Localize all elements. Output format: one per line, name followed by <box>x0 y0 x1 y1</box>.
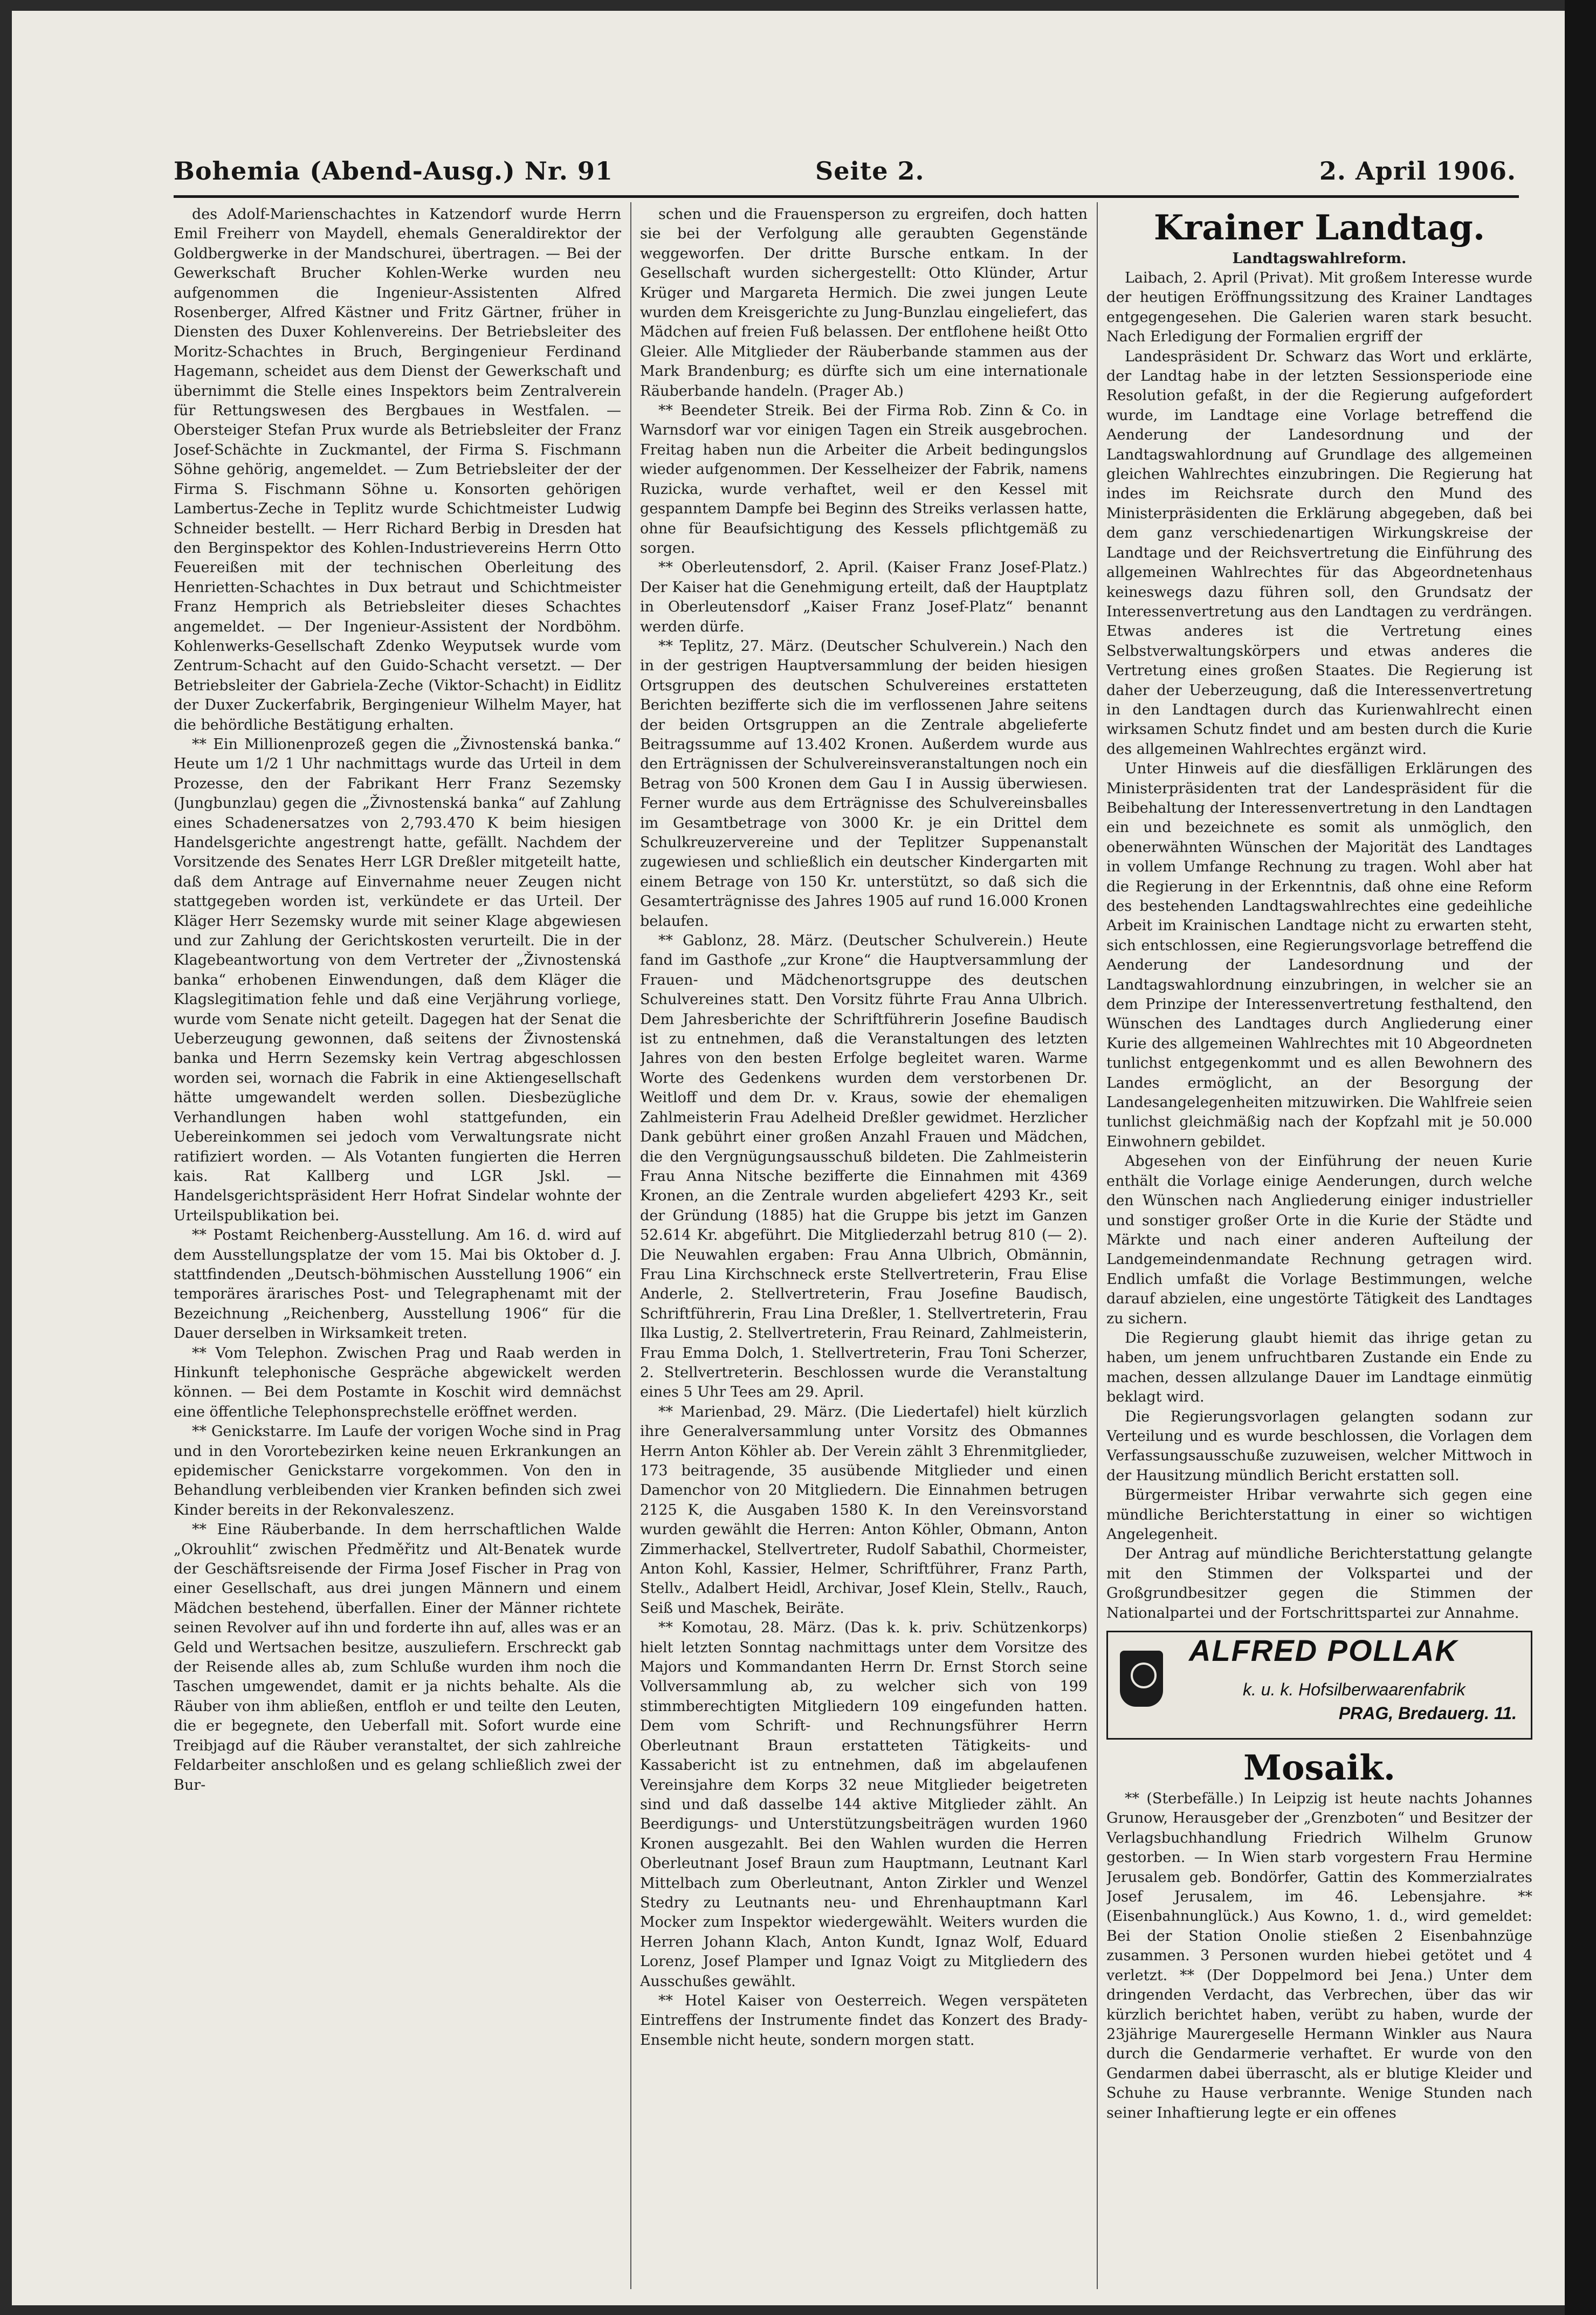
article-paragraph: ** Ein Millionenprozeß gegen die „Živnostenská banka.“ Heute um 1/2 1 Uhr nachmittags wurde das Urteil in dem Prozesse, den der Fabrikant Herr Franz Sezemsky (Jungbunzlau) gegen die „Živnostenská banka“ auf Zahlung eines Schadenersatzes von 2,793.470 K beim hiesigen Handelsgerichte angestrengt hatte, gefällt. Nachdem der Vorsitzende des Senates Herr LGR Dreßler mitgeteilt hatte, daß dem Antrage auf Einvernahme neuer Zeugen nicht stattgegeben worden ist, verkündete er das Urteil. Der Kläger Herr Sezemsky wurde mit seiner Klage abgewiesen und zur Zahlung der Gerichtskosten verurteilt. Die in der Klagebeantwortung von dem Vertreter der „Živnostenská banka“ erhobenen Einwendungen, daß dem Kläger die Klagslegitimation fehle und daß eine Verjährung vorliege, wurde vom Senate nicht geteilt. Dagegen hat der Senat die Ueberzeugung gewonnen, daß seitens der Živnostenská banka und Herrn Sezemsky kein Vertrag abgeschlossen worden sei, wornach die Fabrik in eine Aktiengesellschaft hätte umgewandelt werden sollen. Diesbezügliche Verhandlungen haben wohl stattgefunden, ein Uebereinkommen sei jedoch vom Verwaltungsrate nicht ratifiziert worden. — Als Votanten fungierten die Herren kais. Rat Kallberg und LGR Jskl. — Handelsgerichtspräsident Herr Hofrat Sindelar wohnte der Urteilspublikation bei. <box>174 736 621 1224</box>
article-paragraph: ** Eine Räuberbande. In dem herrschaftlichen Walde „Okrouhlit“ zwischen Předměřitz und Alt-Benatek wurde der Geschäftsreisende der Firma Josef Fischer in Prag von einer Gesellschaft, aus drei jungen Männern und einem Mädchen bestehend, überfallen. Einer der Männer richtete seinen Revolver auf ihn und forderte ihn auf, alles was er an Geld und Wertsachen besitze, auszuliefern. Erschreckt gab der Reisende alles ab, zum Schluße wurden ihm noch die Taschen umgewendet, damit er ja nichts behalte. Als die Räuber von ihm abließen, entfloh er und teilte den Leuten, die er begegnete, den Ueberfall mit. Sofort wurde eine Treibjagd auf die Räuber veranstaltet, der sich zahlreiche Feldarbeiter anschloßen und es gelang schließlich zwei der Bur- <box>174 1521 621 1794</box>
article-paragraph: Bürgermeister Hribar verwahrte sich gegen eine mündliche Berichterstattung in einer so wichtigen Angelegenheit. <box>1106 1487 1532 1543</box>
article-paragraph: ** Teplitz, 27. März. (Deutscher Schulverein.) Nach den in der gestrigen Hauptversammlung der beiden hiesigen Ortsgruppen des deutschen Schulvereines erstatteten Berichten bezifferte sich die im verflossenen Jahre seitens der beiden Ortsgruppen an die Zentrale abgelieferte Beitragssumme auf 13.402 Kronen. Außerdem wurde aus den Erträgnissen der Schulvereinsveranstaltungen noch ein Betrag von 500 Kronen dem Gau I in Aussig überwiesen. Ferner wurde aus dem Erträgnisse des Schulvereinsballes im Gesamtbetrage von 3000 Kr. je ein Drittel dem Schulkreuzervereine und der Teplitzer Suppenanstalt zugewiesen und schließlich ein deutscher Kindergarten mit einem Betrage von 150 Kr. unterstützt, so daß sich die Gesamterträgnisse des Jahres 1905 auf rund 16.000 Kronen belaufen. <box>640 637 1088 930</box>
article-paragraph: ** Genickstarre. Im Laufe der vorigen Woche sind in Prag und in den Vorortebezirken keine neuen Erkrankungen an epidemischer Genickstarre vorgekommen. Von den in Behandlung verbleibenden vier Kranken befinden sich zwei Kinder bereits in der Rekonvaleszenz. <box>174 1423 621 1519</box>
issue-date: 2. April 1906. <box>1319 156 1516 186</box>
article-paragraph: Landespräsident Dr. Schwarz das Wort und erklärte, der Landtag habe in der letzten Sessionsperiode eine Resolution gefaßt, in der die Regierung aufgefordert wurde, im Landtage eine Vorlage betreffend die Aenderung der Landesordnung und der Landtagswahlordnung auf Grundlage des allgemeinen gleichen Wahlrechtes einzubringen. Die Regierung hat indes im Reichsrate durch den Mund des Ministerpräsidenten die Erklärung abgegeben, daß bei dem ganz verschiedenartigen Wirkungskreise der Landtage und der Reichsvertretung die Einführung des allgemeinen Wahlrechtes für das Abgeordnetenhaus keineswegs dazu führen soll, den Grundsatz der Interessenvertretung aus den Landtagen zu verdrängen. Etwas anderes ist die Vertretung eines Selbstverwaltungskörpers und etwas anderes die Vertretung eines großen Staates. Die Regierung ist daher der Ueberzeugung, daß die Interessenvertretung in den Landtagen durch das Kurienwahlrecht einen wirksamen Schutz findet und am besten durch die Kurie des allgemeinen Wahlrechtes ergänzt wird. <box>1106 348 1532 758</box>
article-paragraph: ** Postamt Reichenberg-Ausstellung. Am 16. d. wird auf dem Ausstellungsplatze der vom 15. Mai bis Oktober d. J. stattfindenden „Deutsch-böhmischen Ausstellung 1906“ ein temporäres ärarisches Post- und Telegraphenamt mit der Bezeichnung „Reichenberg, Ausstellung 1906“ für die Dauer derselben in Wirksamkeit treten. <box>174 1227 621 1342</box>
article-paragraph: ** (Sterbefälle.) In Leipzig ist heute nachts Johannes Grunow, Herausgeber der „Grenzboten“ und Besitzer der Verlagsbuchhandlung Friedrich Wilhelm Grunow gestorben. — In Wien starb vorgestern Frau Hermine Jerusalem geb. Bondörfer, Gattin des Kommerzialrates Josef Jerusalem, im 46. Lebensjahre. ** (Eisenbahnunglück.) Aus Kowno, 1. d., wird gemeldet: Bei der Station Onolie stießen 2 Eisenbahnzüge zusammen. 3 Personen wurden hiebei getötet und 4 verletzt. ** (Der Doppelmord bei Jena.) Unter dem dringenden Verdacht, das Verbrechen, über das wir kürzlich berichtet haben, verübt zu haben, wurde der 23jährige Maurergeselle Hermann Winkler aus Naura durch die Gendarmerie verhaftet. Er wurde von den Gendarmen dabei überrascht, als er blutige Kleider und Schuhe zu Hause verbrannte. Wenige Stunden nach seiner Inhaftierung legte er ein offenes <box>1106 1790 1532 2121</box>
article-paragraph: Unter Hinweis auf die diesfälligen Erklärungen des Ministerpräsidenten trat der Landespräsident für die Beibehaltung der Interessenvertretung in den Landtagen ein und bezeichnete es somit als unmöglich, den obenerwähnten Wünschen der Majorität des Landtages in vollem Umfange Rechnung zu tragen. Wohl aber hat die Regierung in der Erkenntnis, daß ohne eine Reform des bestehenden Landtagswahlrechtes eine gedeihliche Arbeit im Krainischen Landtage nicht zu erwarten steht, sich entschlossen, eine Regierungsvorlage betreffend die Aenderung der Landesordnung und der Landtagswahlordnung einzubringen, in welcher sie an dem Prinzipe der Interessenvertretung festhaltend, den Wünschen des Landtages durch Angliederung einer Kurie des allgemeinen Wahlrechtes mit 10 Abgeordneten tunlichst entgegenkommt und es allen Bewohnern des Landes ermöglicht, an der Besorgung der Landesangelegenheiten mitzuwirken. Die Wahlfreie seien tunlichst gleichmäßig nach der Kopfzahl mit je 50.000 Einwohnern gebildet. <box>1106 760 1532 1150</box>
article-paragraph: des Adolf-Marienschachtes in Katzendorf wurde Herrn Emil Freiherr von Maydell, ehemals Generaldirektor der Goldbergwerke in der Mandschurei, übertragen. — Bei der Gewerkschaft Brucher Kohlen-Werke wurden neu aufgenommen die Ingenieur-Assistenten Alfred Rosenberger, Alfred Kästner und Fritz Gärtner, früher in Diensten des Duxer Kohlenvereins. Der Betriebsleiter des Moritz-Schachtes in Bruch, Bergingenieur Ferdinand Hagemann, scheidet aus dem Dienst der Gewerkschaft und übernimmt die Stelle eines Inspektors beim Zentralverein für Rettungswesen des Bergbaues in Westfalen. — Obersteiger Stefan Prux wurde als Betriebsleiter der Franz Josef-Schächte in Zuckmantel, der Firma S. Fischmann Söhne gehörig, angemeldet. — Zum Betriebsleiter der der Firma S. Fischmann Söhne u. Konsorten gehörigen Lambertus-Zeche in Teplitz wurde Schichtmeister Ludwig Schneider bestellt. — Herr Richard Berbig in Dresden hat den Berginspektor des Kohlen-Industrievereins Herrn Otto Feuereißen mit der technischen Oberleitung des Henrietten-Schachtes in Dux betraut und Schichtmeister Franz Hemprich als Betriebsleiter dieses Schachtes angemeldet. — Der Ingenieur-Assistent der Nordböhm. Kohlenwerks-Gesellschaft Zdenko Weyputsek wurde vom Zentrum-Schacht auf den Guido-Schacht versetzt. — Der Betriebsleiter der Gabriela-Zeche (Viktor-Schacht) in Eidlitz der Duxer Zuckerfabrik, Bergingenieur Wilhelm Mayer, hat die behördliche Bestätigung erhalten. <box>174 206 621 733</box>
section-title-mosaik: Mosaik. <box>1243 1748 1395 1789</box>
article-paragraph: ** Oberleutensdorf, 2. April. (Kaiser Franz Josef-Platz.) Der Kaiser hat die Genehmigung erteilt, daß der Hauptplatz in Oberleutensdorf „Kaiser Franz Josef-Platz“ benannt werden dürfe. <box>640 559 1088 635</box>
advertiser-name: ALFRED POLLAK <box>1189 1633 1458 1668</box>
advertisement-box <box>1106 1631 1532 1740</box>
article-paragraph: Abgesehen von der Einführung der neuen Kurie enthält die Vorlage einige Aenderungen, durch welche den Wünschen nach Angliederung einiger industrieller und sonstiger großer Orte in die Kurie der Städte und Märkte und nach einer anderen Aufteilung der Landgemeindenmandate Rechnung getragen wird. Endlich umfaßt die Vorlage Bestimmungen, welche darauf abzielen, eine ungestörte Tätigkeit des Landtages zu sichern. <box>1106 1153 1532 1327</box>
advertiser-address: PRAG, Bredauerg. 11. <box>1338 1703 1517 1723</box>
article-paragraph: ** Hotel Kaiser von Oesterreich. Wegen verspäteten Eintreffens der Instrumente findet das Konzert des Brady-Ensemble nicht heute, sondern morgen statt. <box>640 1992 1088 2049</box>
column-2 <box>640 205 1088 2286</box>
article-paragraph: Laibach, 2. April (Privat). Mit großem Interesse wurde der heutigen Eröffnungssitzung des Krainer Landtages entgegengesehen. Die Galerien waren stark besucht. Nach Erledigung der Formalien ergriff der <box>1106 270 1532 346</box>
section-subtitle: Landtagswahlreform. <box>1232 250 1407 267</box>
section-title: Krainer Landtag. <box>1153 208 1485 248</box>
article-paragraph: Der Antrag auf mündliche Berichterstattung gelangte mit den Stimmen der Volkspartei und der Großgrundbesitzer gegen die Stimmen der Nationalpartei und der Fortschrittspartei zur Annahme. <box>1106 1545 1532 1622</box>
article-paragraph: ** Marienbad, 29. März. (Die Liedertafel) hielt kürzlich ihre Generalversammlung unter Vorsitz des Obmannes Herrn Anton Köhler ab. Der Verein zählt 3 Ehrenmitglieder, 173 beitragende, 35 ausübende Mitglieder und einen Damenchor von 20 Mitgliedern. Die Einnahmen betrugen 2125 K, die Ausgaben 1580 K. In den Vereinsvorstand wurden gewählt die Herren: Anton Köhler, Obmann, Anton Zimmerhackel, Stellvertreter, Rudolf Sabathil, Chormeister, Anton Kohl, Kassier, Helmer, Schriftführer, Franz Parth, Stellv., Adalbert Heidl, Archivar, Josef Klein, Stellv., Rauch, Seiß und Maschek, Beiräte. <box>640 1403 1088 1617</box>
article-paragraph: ** Komotau, 28. März. (Das k. k. priv. Schützenkorps) hielt letzten Sonntag nachmittags unter dem Vorsitze des Majors und Kommandanten Herrn Dr. Ernst Storch seine Vollversammlung ab, zu welcher sich von 199 stimmberechtigten Mitgliedern 109 eingefunden hatten. Dem vom Schrift- und Rechnungsführer Herrn Oberleutnant Braun erstatteten Tätigkeits- und Kassabericht ist zu entnehmen, daß im abgelaufenen Vereinsjahre dem Korps 32 neue Mitglieder beigetreten sind und daß dasselbe 144 aktive Mitglieder zählt. An Beerdigungs- und Unterstützungsbeiträgen wurden 1960 Kronen ausgezahlt. Bei den Wahlen wurden die Herren Oberleutnant Josef Braun zum Hauptmann, Leutnant Karl Mittelbach zum Oberleutnant, Anton Zirkler und Wenzel Stedry zu Leutnants neu- und Ehrenhauptmann Karl Mocker zum Inspektor wiedergewählt. Weiters wurden die Herren Johann Klach, Anton Kundt, Ignaz Wolf, Eduard Lorenz, Josef Plamper und Ignaz Voigt zu Mitgliedern des Ausschußes gewählt. <box>640 1619 1088 1990</box>
article-paragraph: schen und die Frauensperson zu ergreifen, doch hatten sie bei der Verfolgung alle geraubten Gegenstände weggeworfen. Der dritte Bursche entkam. In der Gesellschaft wurden sichergestellt: Otto Klünder, Artur Krüger und Margareta Hermich. Die zwei jungen Leute wurden dem Kreisgerichte zu Jung-Bunzlau eingeliefert, das Mädchen auf freien Fuß belassen. Der entflohene heißt Otto Gleier. Alle Mitglieder der Räuberbande stammen aus der Mark Brandenburg; es dürfte sich um eine internationale Räuberbande handeln. (Prager Ab.) <box>640 206 1088 400</box>
article-paragraph: ** Vom Telephon. Zwischen Prag und Raab werden in Hinkunft telephonische Gespräche abgewickelt werden können. — Bei dem Postamte in Koschit wird demnächst eine öffentliche Telephonsprechstelle eröffnet werden. <box>174 1344 621 1420</box>
page-number: Seite 2. <box>815 156 925 186</box>
header-rule <box>174 195 1519 198</box>
page-header <box>174 156 1554 194</box>
article-paragraph: ** Gablonz, 28. März. (Deutscher Schulverein.) Heute fand im Gasthofe „zur Krone“ die Hauptversammlung der Frauen- und Mädchenortsgruppe des deutschen Schulvereines statt. Den Vorsitz führte Frau Anna Ulbrich. Dem Jahresberichte der Schriftführerin Josefine Baudisch ist zu entnehmen, daß die Veranstaltungen des letzten Jahres von den besten Erfolge begleitet waren. Warme Worte des Gedenkens wurden dem verstorbenen Dr. Weitloff und dem Dr. v. Kraus, sowie der ehemaligen Zahlmeisterin Frau Adelheid Dreßler gewidmet. Herzlicher Dank gebührt einer großen Anzahl Frauen und Mädchen, die den Vergnügungsausschuß bildeten. Die Zahlmeisterin Frau Anna Nitsche bezifferte die Einnahmen mit 4369 Kronen, an die Zentrale wurden abgeliefert 4293 Kr., seit der Gründung (1885) hat die Gruppe bis jetzt im Ganzen 52.614 Kr. abgeführt. Die Mitgliederzahl betrug 810 (— 2). Die Neuwahlen ergaben: Frau Anna Ulbrich, Obmännin, Frau Lina Kirchschneck erste Stellvertreterin, Frau Elise Anderle, 2. Stellvertreterin, Frau Josefine Baudisch, Schriftführerin, Frau Lina Dreßler, 1. Stellvertreterin, Frau Ilka Lustig, 2. Stellvertreterin, Frau Reinard, Zahlmeisterin, Frau Emma Dolch, 1. Stellvertreterin, Frau Toni Scherzer, 2. Stellvertreterin. Beschlossen wurde die Veranstaltung eines 5 Uhr Tees am 29. April. <box>640 932 1088 1401</box>
crown-emblem-icon <box>1120 1651 1163 1707</box>
column-3 <box>1106 205 1532 2286</box>
article-paragraph: Die Regierung glaubt hiemit das ihrige getan zu haben, um jenem unfruchtbaren Zustande ein Ende zu machen, dessen allzulange Dauer im Landtage einmütig beklagt wird. <box>1106 1329 1532 1406</box>
column-divider <box>1097 202 1098 2289</box>
article-paragraph: ** Beendeter Streik. Bei der Firma Rob. Zinn & Co. in Warnsdorf war vor einigen Tagen ein Streik ausgebrochen. Freitag haben nun die Arbeiter die Arbeit bedingungslos wieder aufgenommen. Der Kesselheizer der Fabrik, namens Ruzicka, wurde verhaftet, weil er den Kessel mit gespanntem Dampfe bei Beginn des Streiks verlassen hatte, ohne für Beaufsichtigung des Kessels pflichtgemäß zu sorgen. <box>640 402 1088 557</box>
article-paragraph: Die Regierungsvorlagen gelangten sodann zur Verteilung und es wurde beschlossen, die Vorlagen dem Verfassungsausschuße zuzuweisen, welcher Mittwoch in der Hausitzung mündlich Bericht erstatten soll. <box>1106 1408 1532 1484</box>
column-divider <box>630 202 631 2289</box>
advertiser-trade: k. u. k. Hofsilberwaarenfabrik <box>1243 1680 1466 1700</box>
scan-edge <box>1565 0 1596 2315</box>
newspaper-page <box>12 11 1565 2305</box>
masthead: Bohemia (Abend-Ausg.) Nr. 91 <box>174 156 613 186</box>
column-1 <box>174 205 621 2286</box>
